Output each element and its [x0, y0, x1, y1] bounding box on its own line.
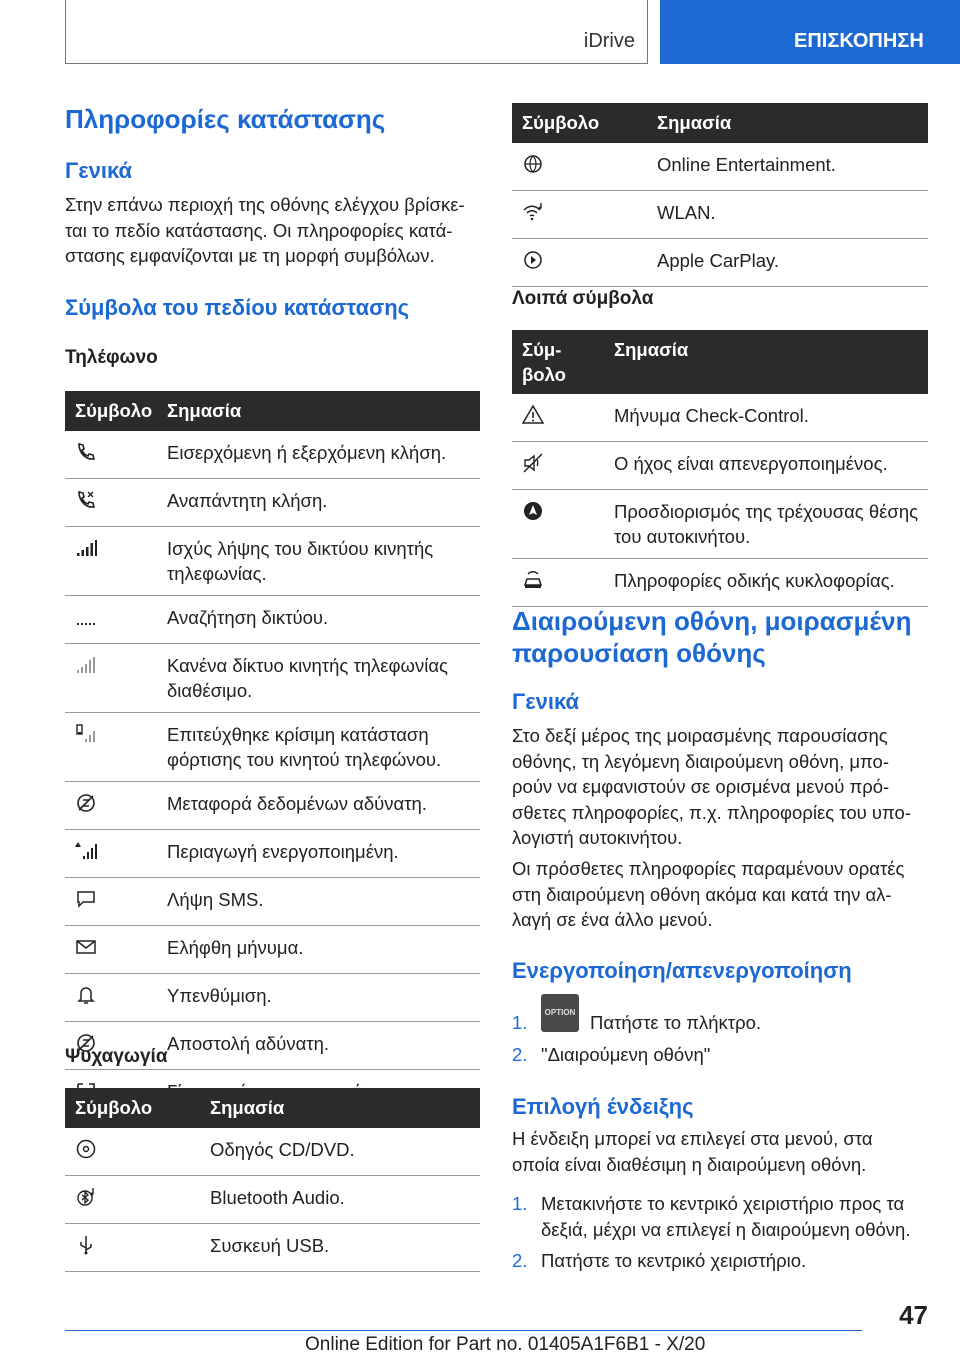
split-text-2: Οι πρόσθετες πληροφορίες παραμένουν ορατές στη διαιρούμενη οθόνη ακόμα και κατά την αλ- λαγή σε ένα άλλο μενού. — [512, 858, 905, 930]
table-row: Apple CarPlay. — [512, 239, 928, 287]
entertainment-table — [65, 1088, 480, 1272]
table-row: Αναζήτηση δικτύου. — [65, 596, 480, 644]
data-transfer-unavailable-icon — [75, 792, 97, 814]
table-row: Μεταφορά δεδομένων αδύνατη. — [65, 782, 480, 830]
general-text: Στην επάνω περιοχή της οθόνης ελέγχου βρίσκε- ται το πεδίο κατάστασης. Οι πληροφορίες κατά- στασης εμφανίζονται με τη μορφή συμβόλων. — [65, 194, 465, 266]
table-row: Μήνυμα Check-Control. — [512, 394, 928, 442]
general-heading: Γενικά — [65, 158, 133, 183]
traffic-info-icon — [522, 569, 544, 591]
table-row: Αποστολή αδύνατη. — [65, 1022, 480, 1070]
entertainment-heading: Ψυχαγωγία — [65, 1046, 168, 1067]
usb-icon — [75, 1234, 97, 1256]
phone-incoming-icon — [75, 441, 97, 463]
col-header: Σύμβολο — [512, 103, 647, 143]
table-row: Εισερχόμενη ή εξερχόμενη κλήση. — [65, 431, 480, 479]
split-general-heading: Γενικά — [512, 689, 580, 714]
wlan-icon — [522, 201, 544, 223]
header-section: iDrive — [583, 30, 635, 52]
select-step-1: 1. Μετακινήστε το κεντρικό χειριστήριο προς τα δεξιά, μέχρι να επιλεγεί η διαιρούμενη οθόνη. — [512, 1193, 911, 1240]
no-network-icon — [75, 654, 97, 676]
table-row: Συσκευή USB. — [65, 1224, 480, 1272]
col-header: Σημασία — [647, 103, 928, 143]
col-header: Σύμ- βολο — [512, 330, 604, 394]
cd-dvd-icon — [75, 1138, 97, 1160]
select-heading: Επιλογή ένδειξης — [512, 1094, 694, 1119]
other-table — [512, 330, 928, 607]
table-row: Οδηγός CD/DVD. — [65, 1128, 480, 1176]
toggle-heading: Ενεργοποίηση/απενεργοποίηση — [512, 958, 852, 983]
select-text: Η ένδειξη μπορεί να επιλεγεί στα μενού, στα οποία είναι διαθέσιμη η διαιρούμενη οθόνη. — [512, 1128, 873, 1175]
signal-strength-icon — [75, 537, 97, 559]
table-row: Ελήφθη μήνυμα. — [65, 926, 480, 974]
roaming-icon — [75, 840, 97, 862]
toggle-step-1: 1. OPTION Πατήστε το πλήκτρο. — [512, 1010, 928, 1036]
col-header: Σημασία — [200, 1088, 480, 1128]
page-title: Πληροφορίες κατάστασης — [65, 104, 386, 134]
bluetooth-audio-icon — [75, 1186, 97, 1208]
sound-off-icon — [522, 452, 544, 474]
option-button[interactable]: OPTION — [541, 994, 579, 1032]
table-row: Υπενθύμιση. — [65, 974, 480, 1022]
network-search-icon — [75, 606, 97, 628]
table-row: Περιαγωγή ενεργοποιημένη. — [65, 830, 480, 878]
table-row: Επιτεύχθηκε κρίσιμη κατάσταση φόρτισης του κινητού τηλεφώνου. — [65, 713, 480, 782]
table-row: Πληροφορίες οδικής κυκλοφορίας. — [512, 559, 928, 607]
warning-triangle-icon — [522, 404, 544, 426]
footer-divider — [65, 1330, 862, 1331]
header-tab[interactable] — [660, 0, 960, 64]
table-row: Προσδιορισμός της τρέχουσας θέσης του αυτοκινήτου. — [512, 490, 928, 559]
toggle-step-2: 2. "Διαιρούμενη οθόνη" — [512, 1044, 711, 1065]
phone-table — [65, 391, 480, 1118]
carplay-icon — [522, 249, 544, 271]
table-row: WLAN. — [512, 191, 928, 239]
position-icon — [522, 500, 544, 522]
sms-icon — [75, 888, 97, 910]
split-title: Διαιρούμενη οθόνη, μοιρασμένη παρουσίαση οθόνης — [512, 606, 912, 668]
col-header: Σημασία — [157, 391, 480, 431]
phone-heading: Τηλέφωνο — [65, 347, 158, 368]
col-header: Σύμβολο — [65, 391, 157, 431]
page-number: 47 — [899, 1300, 928, 1330]
table-row: Ισχύς λήψης του δικτύου κινητής τηλεφωνίας. — [65, 527, 480, 596]
select-step-2: 2. Πατήστε το κεντρικό χειριστήριο. — [512, 1250, 807, 1271]
symbols-heading: Σύμβολα του πεδίου κατάστασης — [65, 295, 410, 320]
phone-missed-icon — [75, 489, 97, 511]
table-row: Αναπάντητη κλήση. — [65, 479, 480, 527]
header-box — [65, 0, 648, 64]
table-row: Λήψη SMS. — [65, 878, 480, 926]
table-row: Online Entertainment. — [512, 143, 928, 191]
col-header: Σύμβολο — [65, 1088, 200, 1128]
mail-icon — [75, 936, 97, 958]
online-entertainment-icon — [522, 153, 544, 175]
col-header: Σημασία — [604, 330, 928, 394]
table-row: Ο ήχος είναι απενεργοποιημένος. — [512, 442, 928, 490]
split-text-1: Στο δεξί μέρος της μοιρασμένης παρουσίασης οθόνης, τη λεγόμενη διαιρούμενη οθόνη, μπο- ρούν να εμφανιστούν σε ορισμένα μενού πρό- σθετες πληροφορίες, π.χ. πληροφορίες του υπο- λογιστή αυτοκινήτου. — [512, 725, 911, 848]
reminder-bell-icon — [75, 984, 97, 1006]
table-row: Bluetooth Audio. — [65, 1176, 480, 1224]
entertainment-table-2 — [512, 103, 928, 287]
footer-edition: Online Edition for Part no. 01405A1F6B1 - X/20 — [305, 1334, 706, 1355]
table-row: Κανένα δίκτυο κινητής τηλεφωνίας διαθέσιμο. — [65, 644, 480, 713]
battery-critical-icon — [75, 723, 97, 745]
header-tab-label: ΕΠΙΣΚΟΠΗΣΗ — [794, 30, 924, 52]
other-heading: Λοιπά σύμβολα — [512, 288, 654, 309]
